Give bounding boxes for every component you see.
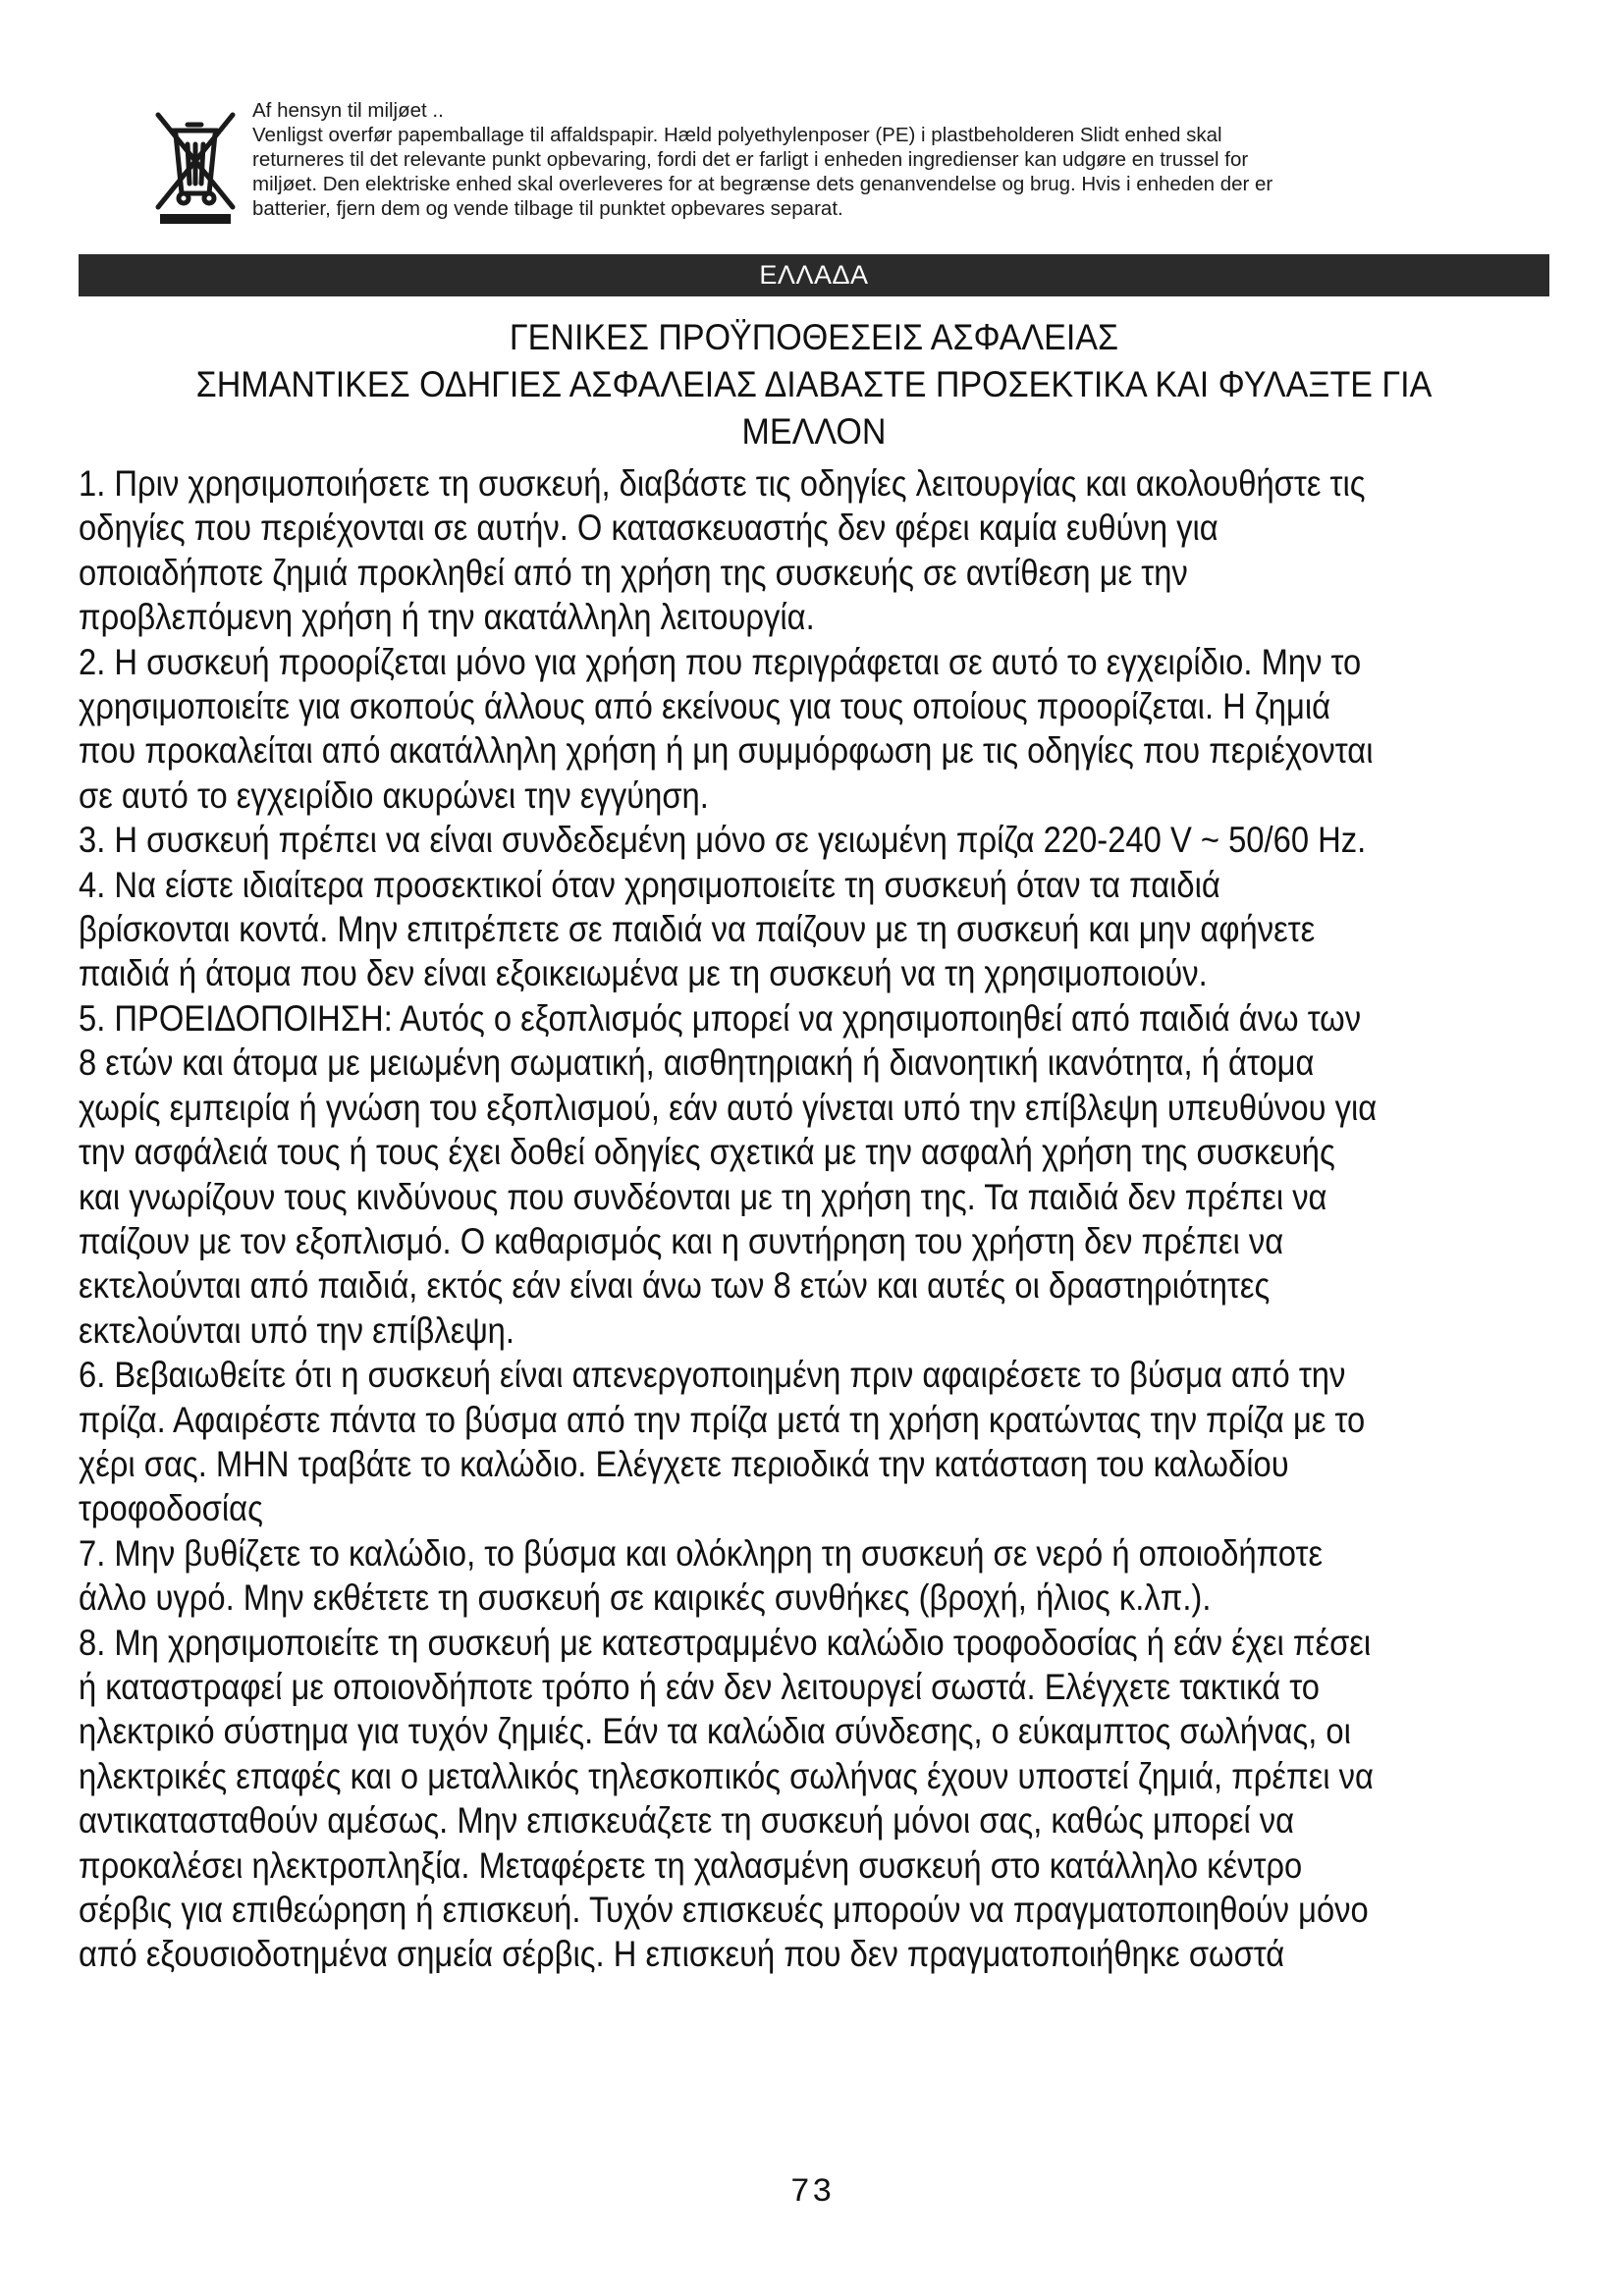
instruction-line: που προκαλείται από ακατάλληλη χρήση ή μη συμμόρφωση με τις οδηγίες που περιέχονται [79,730,1374,772]
instruction-line: από εξουσιοδοτημένα σημεία σέρβις. Η επισκευή που δεν πραγματοποιήθηκε σωστά [79,1934,1285,1975]
instruction-line: χωρίς εμπειρία ή γνώση του εξοπλισμού, εάν αυτό γίνεται υπό την επίβλεψη υπευθύνου για [79,1087,1378,1128]
instruction-line: 7. Μην βυθίζετε το καλώδιο, το βύσμα και ολόκληρη τη συσκευή σε νερό ή οποιοδήποτε [79,1532,1324,1574]
instruction-line: ηλεκτρικό σύστημα για τυχόν ζημιές. Εάν τα καλώδια σύνδεσης, ο εύκαμπτος σωλήνας, οι [79,1711,1351,1752]
safety-instructions [79,461,1549,1977]
instruction-line: 5. ΠΡΟΕΙΔΟΠΟΙΗΣΗ: Αυτός ο εξοπλισμός μπορεί να χρησιμοποιηθεί από παιδιά άνω των [79,997,1362,1039]
instruction-line: 8. Μη χρησιμοποιείτε τη συσκευή με κατεστραμμένο καλώδιο τροφοδοσίας ή εάν έχει πέσει [79,1622,1372,1663]
notice-line: miljøet. Den elektriske enhed skal overleveres for at begrænse dets genanvendelse og brug. Hvis i enheden der er [252,173,1273,195]
instruction-line: εκτελούνται υπό την επίβλεψη. [79,1309,514,1351]
notice-line: Af hensyn til miljøet .. [252,99,444,122]
crossed-out-wheelie-bin-icon [152,103,241,231]
language-label: ΕΛΛΑΔΑ [759,260,869,290]
instruction-line: αντικατασταθούν αμέσως. Μην επισκευάζετε τη συσκευή μόνοι σας, καθώς μπορεί να [79,1800,1295,1842]
instruction-line: 8 ετών και άτομα με μειωμένη σωματική, αισθητηριακή ή διανοητική ικανότητα, ή άτομα [79,1042,1315,1084]
notice-line: Venligst overfør papemballage til affaldspapir. Hæld polyethylenposer (PE) i plastbeholderen Slidt enhed skal [252,124,1222,146]
instruction-line: οδηγίες που περιέχονται σε αυτήν. Ο κατασκευαστής δεν φέρει καμία ευθύνη για [79,507,1218,549]
heading-important-instructions: ΣΗΜΑΝΤΙΚΕΣ ΟΔΗΓΙΕΣ ΑΣΦΑΛΕΙΑΣ ΔΙΑΒΑΣΤΕ ΠΡΟΣΕΚΤΙΚΑ ΚΑΙ ΦΥΛΑΞΤΕ ΓΙΑ [195,364,1433,404]
instruction-line: παιδιά ή άτομα που δεν είναι εξοικειωμένα με τη συσκευή να τη χρησιμοποιούν. [79,953,1208,994]
instruction-line: οποιαδήποτε ζημιά προκληθεί από τη χρήση της συσκευής σε αντίθεση με την [79,552,1188,593]
instruction-line: σέρβις για επιθεώρηση ή επισκευή. Τυχόν επισκευές μπορούν να πραγματοποιηθούν μόνο [79,1890,1369,1930]
heading-important-instructions-cont: ΜΕΛΛΟΝ [741,411,887,452]
instruction-line: 4. Να είστε ιδιαίτερα προσεκτικοί όταν χρησιμοποιείτε τη συσκευή όταν τα παιδιά [79,864,1220,905]
instruction-line: 6. Βεβαιωθείτε ότι η συσκευή είναι απενεργοποιημένη πριν αφαιρέσετε το βύσμα από την [79,1355,1346,1396]
instruction-line: προκαλέσει ηλεκτροπληξία. Μεταφέρετε τη χαλασμένη συσκευή στο κατάλληλο κέντρο [79,1844,1303,1886]
instruction-line: 1. Πριν χρησιμοποιήσετε τη συσκευή, διαβάστε τις οδηγίες λειτουργίας και ακολουθήστε τις [79,463,1366,504]
notice-line: returneres til det relevante punkt opbevaring, fordi det er farligt i enheden ingredienser kan udgøre en trussel for [252,148,1249,171]
instruction-line: την ασφάλειά τους ή τους έχει δοθεί οδηγίες σχετικά με την ασφαλή χρήση της συσκευής [79,1132,1335,1173]
instruction-line: 3. Η συσκευή πρέπει να είναι συνδεδεμένη μόνο σε γειωμένη πρίζα 220-240 V ~ 50/60 Hz. [79,820,1367,861]
instruction-line: εκτελούνται από παιδιά, εκτός εάν είναι άνω των 8 ετών και αυτές οι δραστηριότητες [79,1265,1271,1307]
instruction-line: και γνωρίζουν τους κινδύνους που συνδέονται με τη χρήση της. Τα παιδιά δεν πρέπει να [79,1176,1327,1217]
section-headings [137,314,1490,455]
instruction-line: πρίζα. Αφαιρέστε πάντα το βύσμα από την πρίζα μετά τη χρήση κρατώντας την πρίζα με το [79,1399,1366,1440]
instruction-line: ή καταστραφεί με οποιονδήποτε τρόπο ή εάν δεν λειτουργεί σωστά. Ελέγχετε τακτικά το [79,1666,1320,1707]
instruction-line: τροφοδοσίας [79,1488,263,1529]
instruction-line: χέρι σας. ΜΗΝ τραβάτε το καλώδιο. Ελέγχετε περιοδικά την κατάσταση του καλωδίου [79,1443,1289,1484]
page-number: 73 [789,2174,835,2212]
instruction-line: χρησιμοποιείτε για σκοπούς άλλους από εκείνους για τους οποίους προορίζεται. Η ζημιά [79,686,1331,727]
language-section-bar [79,254,1549,296]
instruction-line: βρίσκονται κοντά. Μην επιτρέπετε σε παιδιά να παίζουν με τη συσκευή και μην αφήνετε [79,909,1316,950]
instruction-line: σε αυτό το εγχειρίδιο ακυρώνει την εγγύηση. [79,774,709,816]
notice-text [252,98,1568,221]
instruction-line: άλλο υγρό. Μην εκθέτετε τη συσκευή σε καιρικές συνθήκες (βροχή, ήλιος κ.λπ.). [79,1577,1212,1619]
notice-line: batterier, fjern dem og vende tilbage til punktet opbevares separat. [252,197,843,220]
instruction-line: παίζουν με τον εξοπλισμό. Ο καθαρισμός και η συντήρηση του χρήστη δεν πρέπει να [79,1220,1284,1261]
instruction-line: ηλεκτρικές επαφές και ο μεταλλικός τηλεσκοπικός σωλήνας έχουν υποστεί ζημιά, πρέπει να [79,1755,1374,1796]
environment-notice [152,98,1576,236]
heading-general-safety: ΓΕΝΙΚΕΣ ΠΡΟΫΠΟΘΕΣΕΙΣ ΑΣΦΑΛΕΙΑΣ [509,317,1119,357]
instruction-line: προβλεπόμενη χρήση ή την ακατάλληλη λειτουργία. [79,597,815,638]
instruction-line: 2. Η συσκευή προορίζεται μόνο για χρήση που περιγράφεται σε αυτό το εγχειρίδιο. Μην το [79,641,1362,682]
